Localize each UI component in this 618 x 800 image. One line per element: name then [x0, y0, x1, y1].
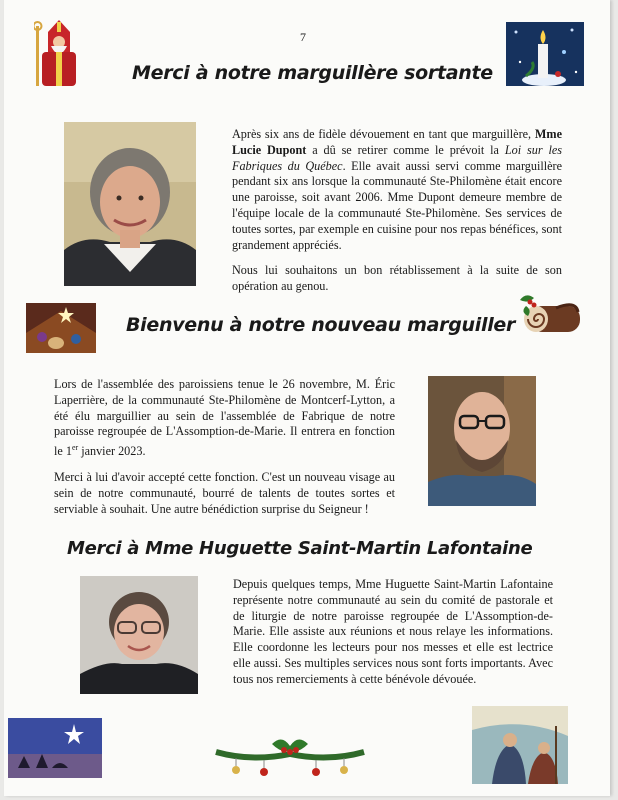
nativity-clipart — [26, 303, 96, 353]
section2-para1-start: Lors de l'assemblée des paroissiens tenue le 26 novembre, M. Éric Laperrière, de la communauté Ste-Philomène de Montcerf-Lytton, a été élu marguillier au sein de l'assemblée de Fabrique de notre paroisse regroupée de L'Assomption-de-Marie. Il entrera en fonction le 1 — [54, 377, 395, 459]
section3-paragraph1: Depuis quelques temps, Mme Huguette Saint-Martin Lafontaine représente notre communauté au sein du comité de pastorale et de liturgie de notre paroisse regroupée de L'Assomption-de-Marie. Elle assiste aux réunions et nous relaye les informations. Elle coordonne les lecteurs pour nos messes et elle est lectrice elle aussi. Ses multiples services nous sont forts importants. Avec tous nos remerciements à cette bénévole dévouée. — [233, 577, 553, 686]
page-number: 7 — [300, 30, 306, 44]
section1-para1-start: Après six ans de fidèle dévouement en tant que marguillère, — [232, 127, 535, 141]
section1-text — [232, 127, 562, 305]
magi-night-clipart — [8, 718, 102, 778]
section2-title: Bienvenu à notre nouveau marguiller — [126, 314, 516, 336]
law-reference: Loi sur les Fabriques du Québec — [232, 142, 562, 173]
section2-paragraph1 — [54, 377, 395, 460]
section1-para1-mid: a dû se retirer comme le prévoit la — [306, 142, 505, 157]
section2-paragraph2: Merci à lui d'avoir accepté cette fonction. C'est un nouveau visage au sein de notre communauté, bourré de talents de toutes sortes et serviable à souhait. Une autre bénédiction surprise du Seigneur ! — [54, 470, 395, 516]
section3-title: Merci à Mme Huguette Saint-Martin Lafontaine — [67, 538, 533, 559]
lucie-dupont-name: Mme Lucie Dupont — [232, 127, 562, 157]
ordinal-superscript: er — [71, 443, 79, 453]
yule-log-clipart — [516, 290, 588, 342]
section1-paragraph2: Nous lui souhaitons un bon rétablissement à la suite de son opération au genou. — [232, 263, 562, 294]
section1-title: Merci à notre marguillère sortante — [132, 62, 493, 84]
section1-para1-end: . Elle avait aussi servi comme marguillère pendant six ans lorsque la communauté Ste-Philomène était encore une paroisse, soit avant 2006. Mme Dupont demeure membre de l'équipe locale de la communauté Ste-Philomène. Ses services de toutes sortes, par exemple en cuisine pour nos repas bénéfices, sont grandement appréciés. — [232, 158, 562, 252]
holly-garland-clipart — [212, 734, 368, 778]
nativity-painting-clipart — [472, 706, 568, 784]
section1-paragraph1 — [232, 127, 562, 253]
section2-text — [54, 377, 395, 527]
newsletter-page — [4, 0, 610, 796]
section2-para1-end: janvier 2023. — [78, 444, 146, 459]
section3-text — [233, 577, 553, 698]
saint-nicholas-clipart — [34, 20, 84, 90]
candle-clipart — [506, 22, 584, 86]
portrait-lucie-dupont — [64, 122, 196, 286]
portrait-huguette-saint-martin-lafontaine — [80, 576, 198, 694]
portrait-eric-laperriere — [428, 376, 536, 506]
